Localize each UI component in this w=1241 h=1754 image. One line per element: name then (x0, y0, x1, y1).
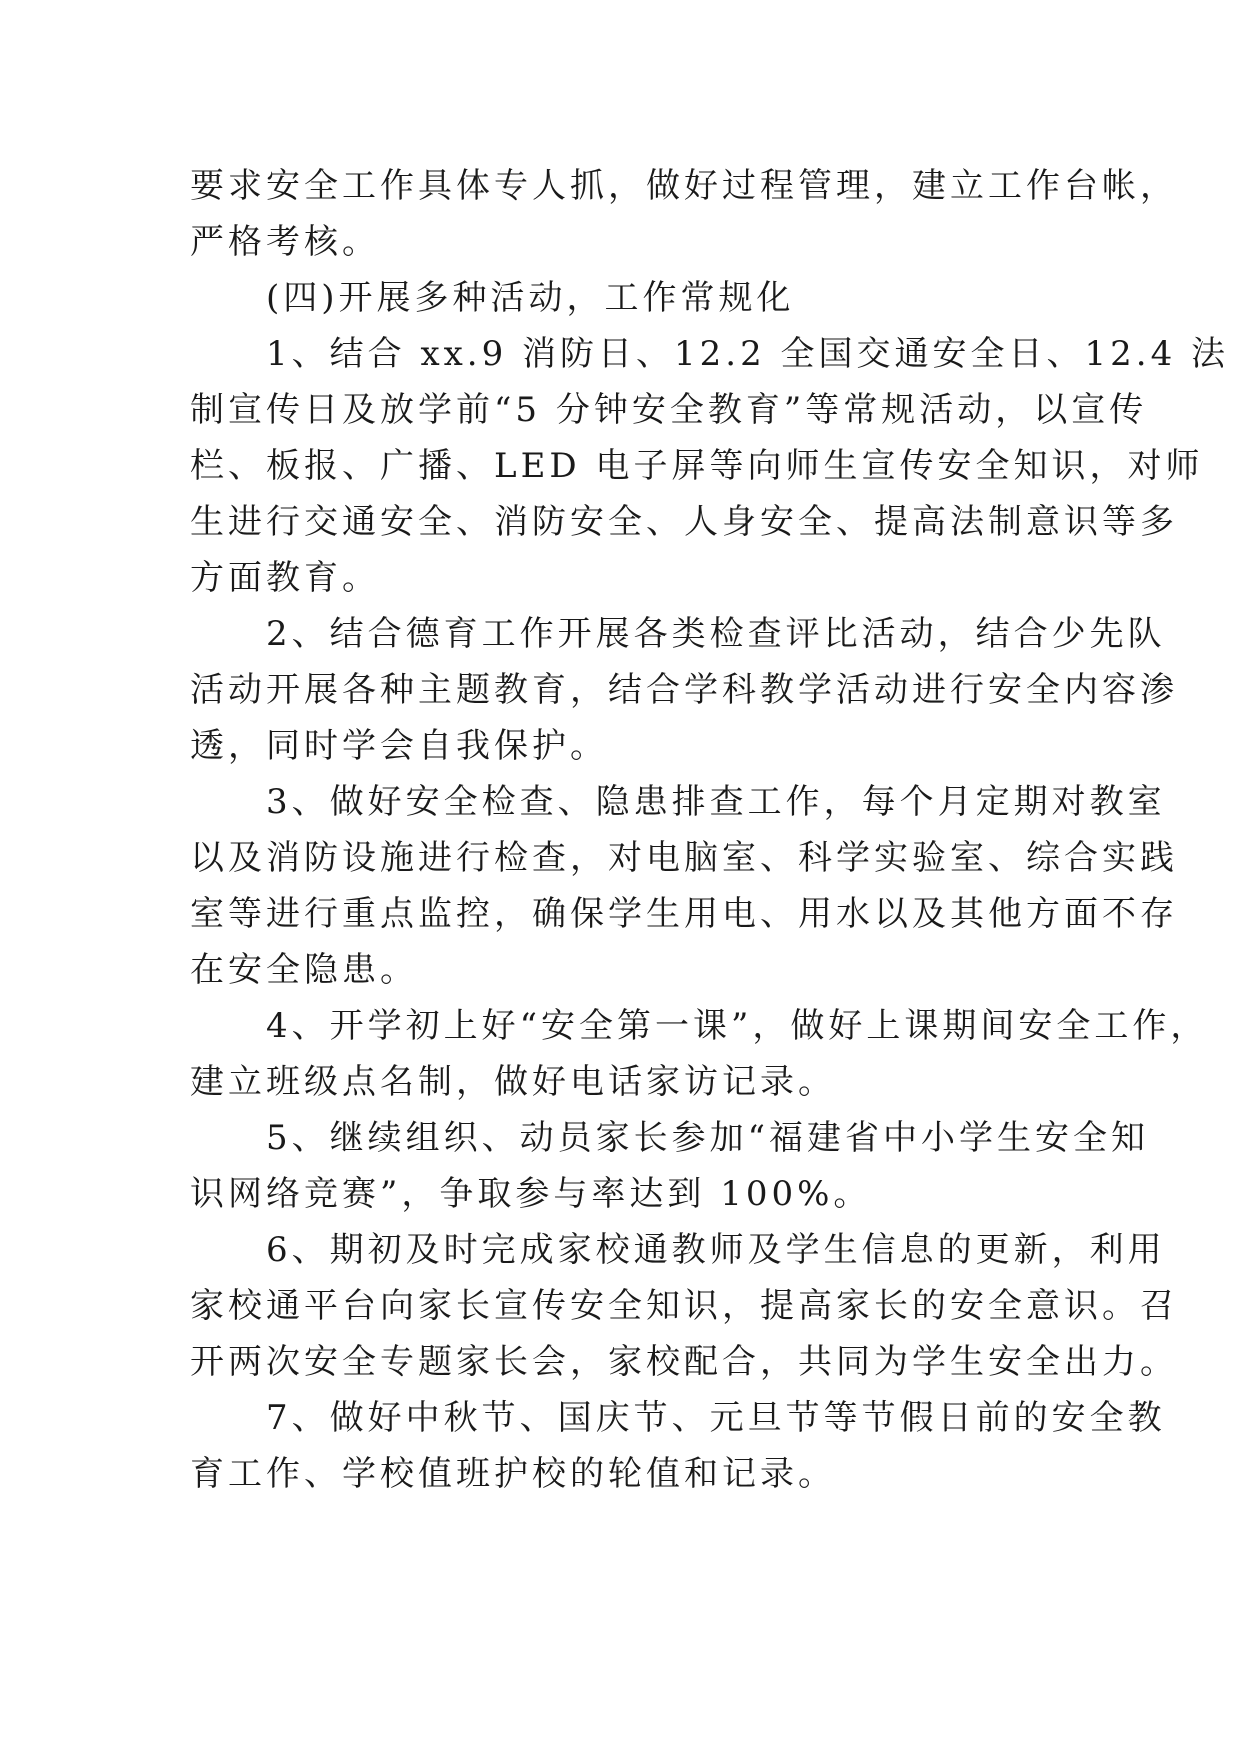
text-line: 在安全隐患。 (190, 950, 418, 990)
text-line: 严格考核。 (190, 222, 380, 262)
text-line: 方面教育。 (190, 558, 380, 598)
text-line: 5、继续组织、动员家长参加“福建省中小学生安全知 (190, 1118, 1150, 1158)
text-line: 要求安全工作具体专人抓，做好过程管理，建立工作台帐， (190, 166, 1178, 206)
text-line: 室等进行重点监控，确保学生用电、用水以及其他方面不存 (190, 894, 1178, 934)
text-line: 育工作、学校值班护校的轮值和记录。 (190, 1454, 836, 1494)
text-line: 建立班级点名制，做好电话家访记录。 (190, 1062, 836, 1102)
text-line: 家校通平台向家长宣传安全知识，提高家长的安全意识。召 (190, 1286, 1178, 1326)
document-body (190, 158, 1230, 1502)
text-line: 以及消防设施进行检查，对电脑室、科学实验室、综合实践 (190, 838, 1178, 878)
text-line: 4、开学初上好“安全第一课”，做好上课期间安全工作， (190, 1006, 1209, 1046)
text-line: 透，同时学会自我保护。 (190, 726, 608, 766)
text-line: 7、做好中秋节、国庆节、元旦节等节假日前的安全教 (190, 1398, 1166, 1438)
text-line: 栏、板报、广播、LED 电子屏等向师生宣传安全知识，对师 (190, 446, 1204, 486)
text-line: 制宣传日及放学前“5 分钟安全教育”等常规活动，以宣传 (190, 390, 1148, 430)
text-line: 6、期初及时完成家校通教师及学生信息的更新，利用 (190, 1230, 1166, 1270)
text-line: 2、结合德育工作开展各类检查评比活动，结合少先队 (190, 614, 1166, 654)
section-heading: (四)开展多种活动，工作常规化 (190, 278, 795, 318)
text-line: 识网络竞赛”，争取参与率达到 100%。 (190, 1174, 872, 1214)
text-line: 1、结合 xx.9 消防日、12.2 全国交通安全日、12.4 法 (190, 334, 1230, 374)
text-line: 3、做好安全检查、隐患排查工作，每个月定期对教室 (190, 782, 1166, 822)
text-line: 生进行交通安全、消防安全、人身安全、提高法制意识等多 (190, 502, 1178, 542)
text-line: 活动开展各种主题教育，结合学科教学活动进行安全内容渗 (190, 670, 1178, 710)
text-line: 开两次安全专题家长会，家校配合，共同为学生安全出力。 (190, 1342, 1178, 1382)
